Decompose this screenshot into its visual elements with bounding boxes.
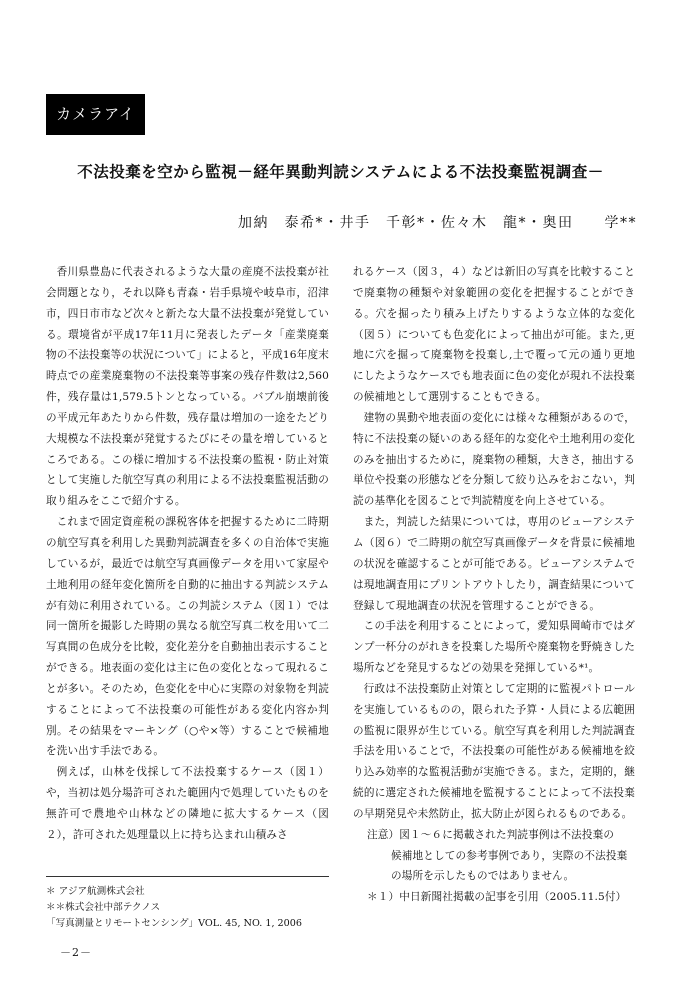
body-paragraph: また，判読した結果については，専用のビューアシステム（図６）で二時期の航空写真画像データを背景に候補地の状況を確認することが可能である。ビューアシステムでは現地調査用にプリントアウトしたり，調査結果について登録して現地調査の状況を管理することができる。 (353, 516, 635, 612)
footnote-divider (46, 876, 329, 877)
footnotes (46, 884, 336, 932)
footnote-affiliation: ＊＊株式会社中部テクノス (46, 902, 161, 913)
left-column (46, 262, 329, 846)
body-paragraph: れるケース（図３，４）などは新旧の写真を比較することで廃棄物の種類や対象範囲の変化を把握することができる。穴を掘ったり積み上げたりするような立体的な変化（図５）についても色変化によって抽出が可能。また,更地に穴を掘って廃棄物を投棄し,土で覆って元の通り更地にしたようなケースでも地表面に色の変化が現れ不法投棄の候補地として選別することもできる。 (353, 266, 635, 404)
right-column (353, 262, 635, 908)
footnote-affiliation: ＊ アジア航測株式会社 (46, 886, 145, 897)
body-paragraph: 建物の異動や地表面の変化には様々な種類があるので，特に不法投棄の疑いのある経年的な変化や土地利用の変化のみを抽出するために，廃棄物の種類，大きさ，抽出する単位や投棄の形態などを分類して絞り込みをおこない，判読の基準化を図ることで判読精度を向上させている。 (353, 411, 635, 508)
note-heading: 注意）図１～６に掲載された判読事例は不法投棄の (367, 828, 615, 841)
article-title: 不法投棄を空から監視－経年異動判読システムによる不法投棄監視調査－ (77, 163, 604, 181)
reference-note: ＊１）中日新聞社掲載の記事を引用（2005.11.5付） (367, 891, 627, 904)
body-paragraph: 行政は不法投棄防止対策として定期的に監視パトロールを実施しているものの，限られた予算・人員による広範囲の監視に限界が生じている。航空写真を利用した判読調査手法を用いることで，不法投棄の可能性がある候補地を絞り込み効率的な監視活動が実施できる。また，定期的，継続的に選定された候補地を監視することによって不法投棄の早期発見や未然防止，拡大防止が図られるものである。 (353, 682, 635, 820)
body-paragraph: 香川県豊島に代表されるような大量の産廃不法投棄が社会問題となり，それ以降も青森・岩手県境や岐阜市，沼津市，四日市市など次々と新たな大量不法投棄が発覚している。環境省が平成17年11月に発表したデータ「産業廃棄物の不法投棄等の状況について」によると，平成16年度末時点での産業廃棄物の不法投棄等事案の残存件数は2,560件，残存量は1,579.5トンとなっている。バブル崩壊前後の平成元年あたりから件数，残存量は増加の一途をたどり大規模な不法投棄が発覚するたびにその量を増しているところである。この様に増加する不法投棄の監視・防止対策として実施した航空写真の利用による不法投棄監視活動の取り組みをここで紹介する。 (46, 266, 329, 508)
body-paragraph: これまで固定資産税の課税客体を把握するために二時期の航空写真を利用した異動判読調査を多くの自治体で実施しているが，最近では航空写真画像データを用いて家屋や土地利用の経年変化箇所を自動的に抽出する判読システムが有効に利用されている。この判読システム（図１）では同一箇所を撮影した時期の異なる航空写真二枚を用いて二写真間の色成分を比較，変化差分を自動抽出表示することができる。地表面の変化は主に色の変化となって現れることが多い。そのため，色変化を中心に実際の対象物を判読することによって不法投棄の可能性がある変化内容か判別。その結果をマーキング（○や×等）することで候補地を洗い出す手法である。 (46, 516, 329, 758)
section-label: カメラアイ (46, 94, 145, 135)
body-paragraph: この手法を利用することによって，愛知県岡崎市ではダンプ一杯分のがれきを投棄した場所や廃棄物を野焼きした場所などを発見するなどの効果を発揮している*¹。 (353, 620, 635, 675)
note-body: 候補地としての参考事例であり，実際の不法投棄の場所を示したものではありません。 (391, 849, 628, 883)
journal-citation: 「写真測量とリモートセンシング」VOL. 45, NO. 1, 2006 (46, 918, 302, 929)
page-number: －2－ (60, 946, 92, 959)
body-paragraph: 例えば，山林を伐採して不法投棄するケース（図１）や，当初は処分場許可された範囲内で処理していたものを無許可で農地や山林などの隣地に拡大するケース（図２），許可された処理量以上に持ち込まれ山積みさ (46, 766, 329, 841)
author-line: 加納 泰希*・井手 千彰*・佐々木 龍*・奥田 学** (238, 215, 637, 231)
